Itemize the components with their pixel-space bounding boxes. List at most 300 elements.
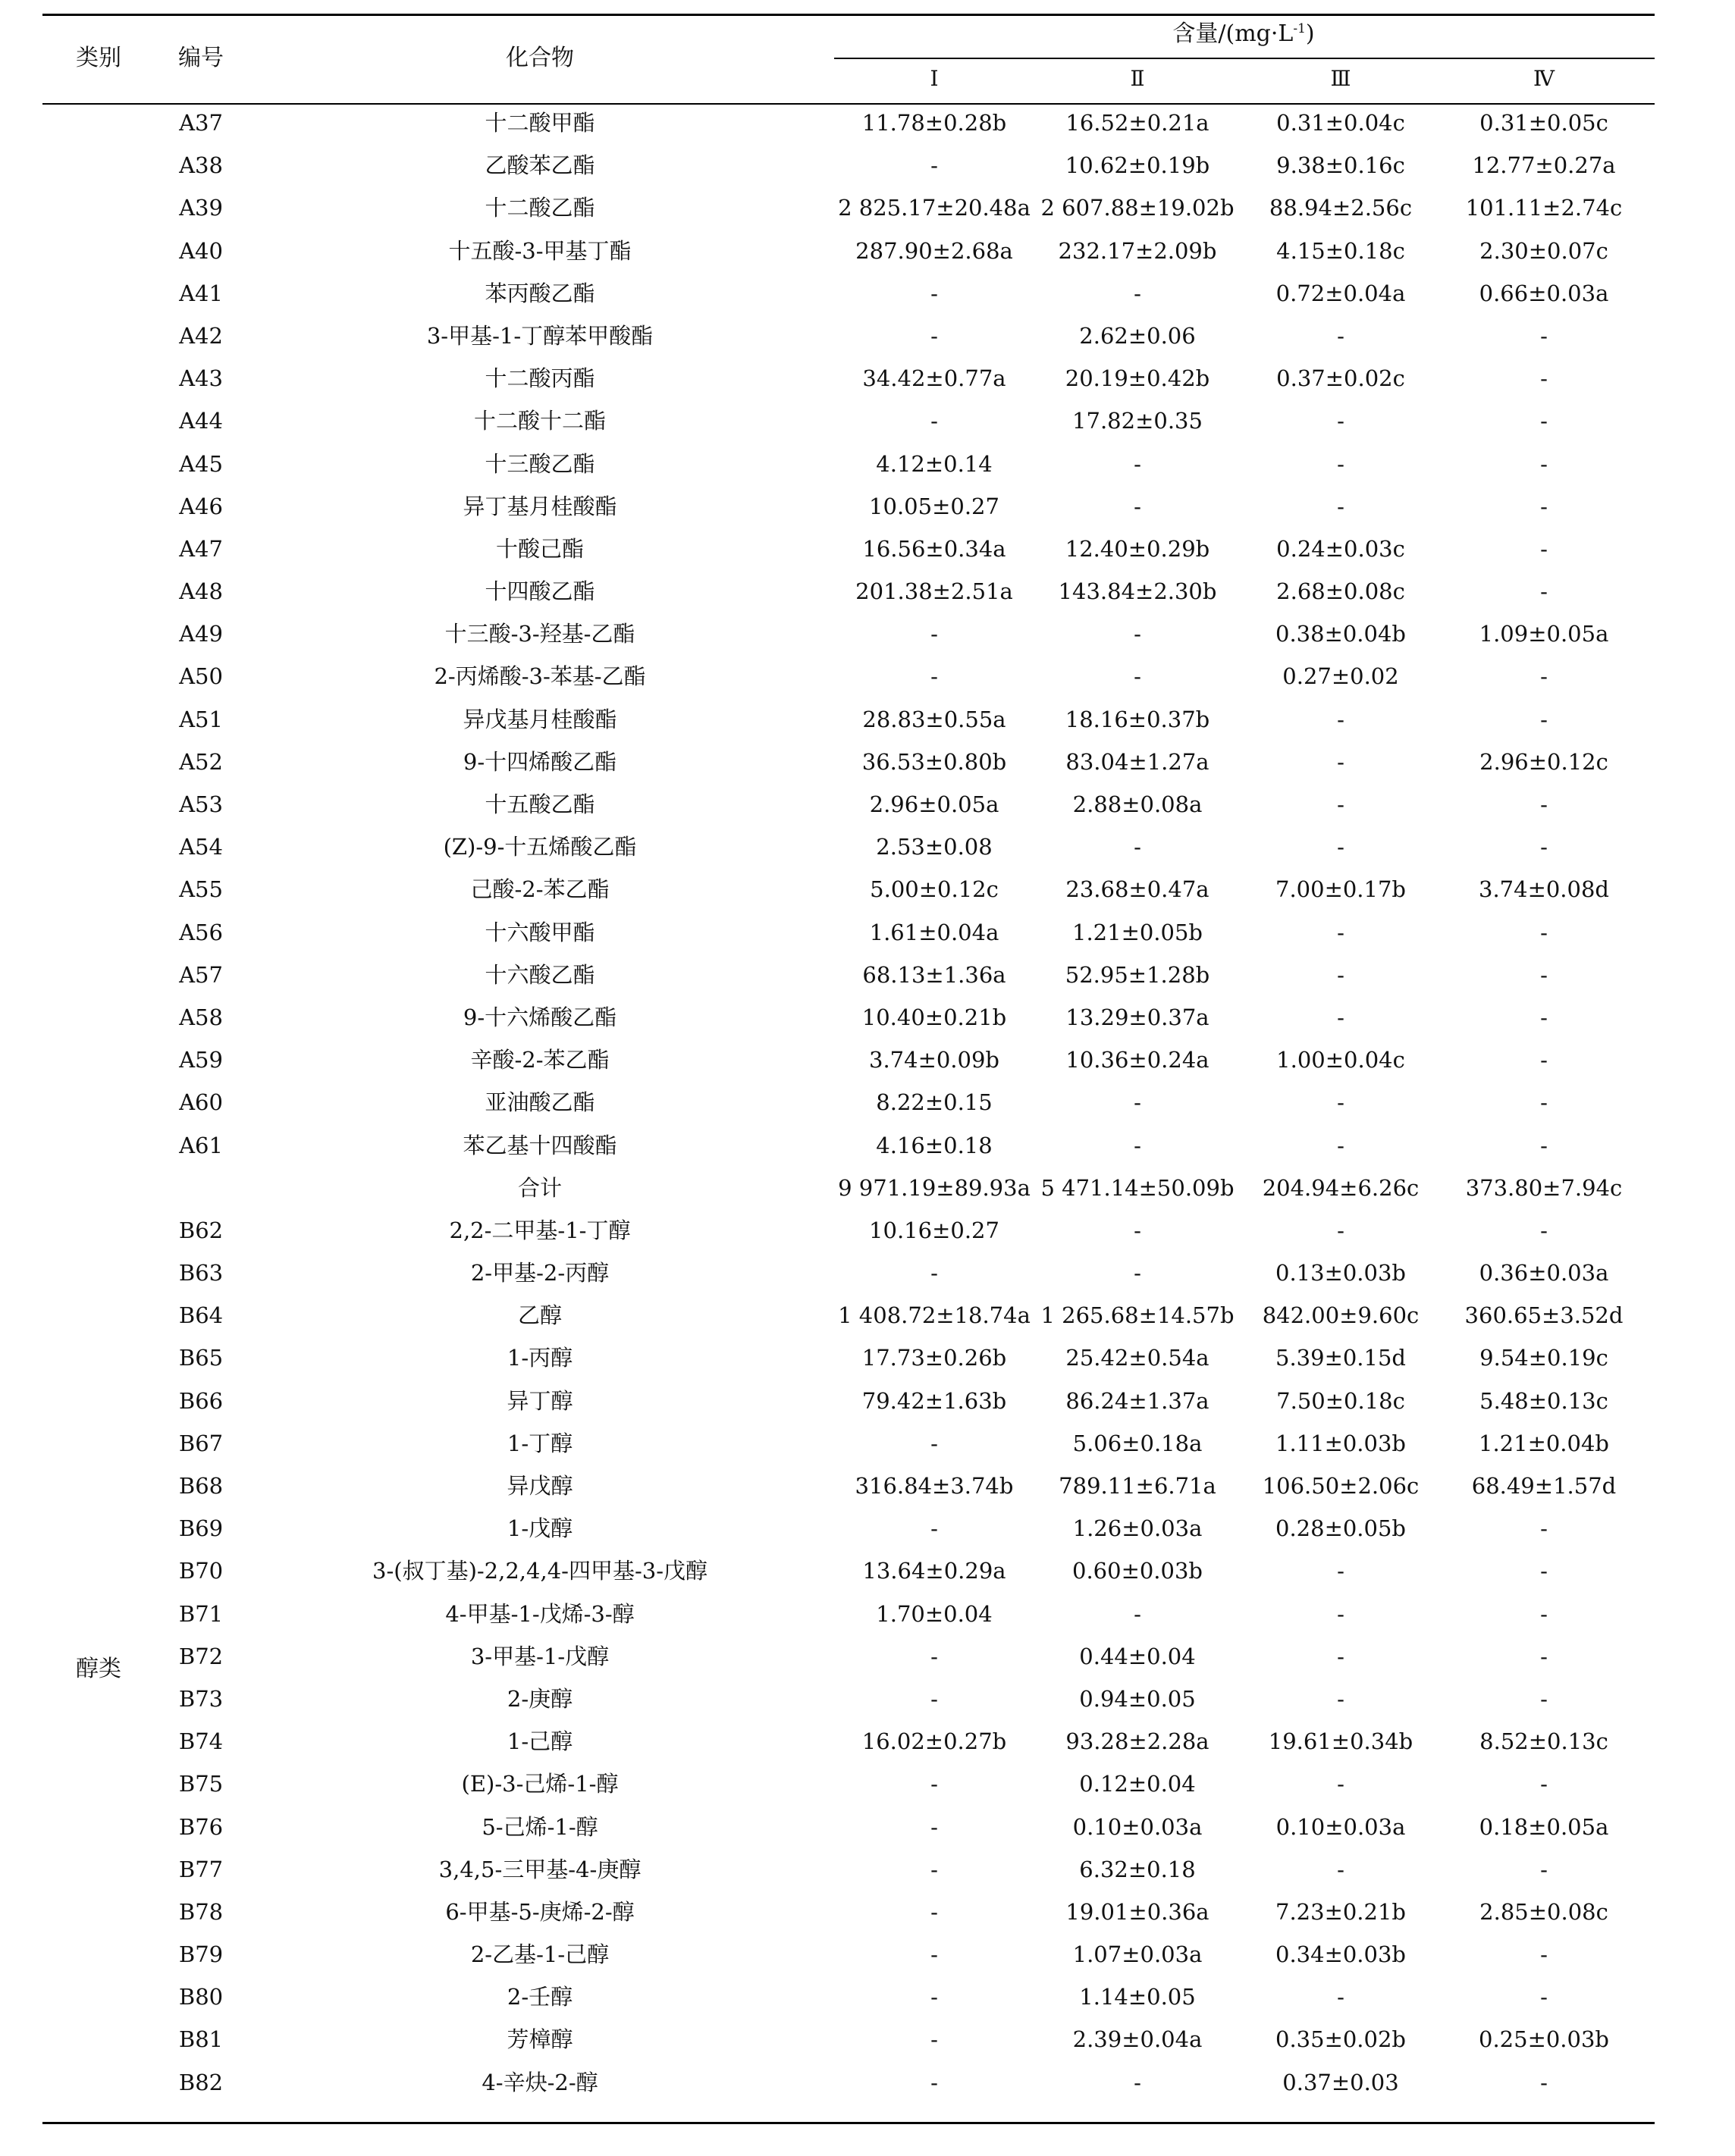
row-compound: 芳樟醇 [507,2026,573,2053]
row-id: A59 [179,1047,223,1073]
row-value-1: - [930,2069,938,2095]
table-row [0,703,1735,745]
row-compound: 乙酸苯乙酯 [485,152,595,179]
row-id: A51 [179,706,223,732]
table-header-rule [42,103,1655,105]
row-compound: 己酸-2-苯乙酯 [470,876,610,903]
row-id: B77 [178,1856,224,1882]
row-id: A53 [179,791,223,817]
row-value-4: 2.96±0.12c [1479,748,1608,775]
row-value-4: 5.48±0.13c [1479,1387,1608,1414]
row-compound: 异丁醇 [507,1387,573,1414]
row-compound: 3-(叔丁基)-2,2,4,4-四甲基-3-戊醇 [372,1558,707,1584]
row-value-2: 143.84±2.30b [1058,578,1217,605]
row-value-4: 101.11±2.74c [1465,195,1623,221]
row-value-4: 0.18±0.05a [1479,1813,1609,1840]
row-value-1: - [930,1643,938,1669]
row-value-4: - [1540,834,1548,860]
table-row [0,1895,1735,1938]
row-value-1: - [930,663,938,690]
row-value-3: - [1337,961,1344,988]
table-row [0,277,1735,319]
table-row [0,106,1735,149]
row-compound: 十二酸甲酯 [485,110,595,136]
table-row [0,234,1735,277]
row-id: A45 [179,450,223,477]
row-value-3: 106.50±2.06c [1262,1473,1420,1499]
row-value-4: 0.31±0.05c [1479,110,1608,136]
row-value-4: - [1540,1089,1548,1116]
row-value-1: 2 825.17±20.48a [838,195,1031,221]
table-row [0,788,1735,830]
row-value-3: - [1337,408,1344,434]
row-compound: 十二酸十二酯 [473,408,607,434]
row-compound: 1-丁醇 [507,1430,573,1456]
row-value-3: - [1337,1771,1344,1797]
header-id: 编号 [178,45,224,71]
row-value-3: 5.39±0.15d [1275,1345,1407,1371]
row-value-3: - [1337,1600,1344,1627]
row-compound: 十五酸乙酯 [485,791,595,817]
row-value-3: - [1337,1685,1344,1712]
header-group-1: Ⅰ [930,66,939,91]
row-id: B78 [178,1898,224,1925]
row-compound: 3,4,5-三甲基-4-庚醇 [438,1856,642,1882]
row-compound: 2-甲基-2-丙醇 [470,1260,610,1286]
row-value-1: 28.83±0.55a [862,706,1006,732]
row-value-3: 204.94±6.26c [1262,1174,1420,1201]
row-value-2: 5 471.14±50.09b [1040,1174,1235,1201]
row-value-2: 20.19±0.42b [1065,365,1210,392]
row-value-4: - [1540,408,1548,434]
row-value-4: 12.77±0.27a [1472,152,1616,179]
row-value-2: 1.26±0.03a [1072,1515,1203,1542]
row-compound: 苯乙基十四酸酯 [463,1132,617,1158]
header-category: 类别 [76,45,121,71]
row-id: A58 [179,1004,223,1030]
row-compound: 2-丙烯酸-3-苯基-乙酯 [434,663,646,690]
row-value-2: 18.16±0.37b [1065,706,1210,732]
row-value-4: 9.54±0.19c [1479,1345,1608,1371]
row-value-1: 287.90±2.68a [855,237,1013,264]
row-value-1: - [930,1260,938,1286]
table-bottom-rule [42,2122,1655,2124]
table-row [0,532,1735,575]
row-value-2: 1.07±0.03a [1072,1941,1203,1968]
row-value-1: - [930,1813,938,1840]
row-value-2: 52.95±1.28b [1065,961,1210,988]
row-value-3: 0.37±0.03 [1282,2069,1399,2095]
row-value-4: - [1540,1771,1548,1797]
row-value-2: - [1134,663,1141,690]
row-id: A47 [179,535,223,562]
row-id: A55 [179,876,223,903]
row-value-2: 0.10±0.03a [1072,1813,1203,1840]
row-value-4: 360.65±3.52d [1464,1302,1624,1329]
row-compound: 亚油酸乙酯 [485,1089,595,1116]
table-row [0,575,1735,617]
row-value-2: 6.32±0.18 [1079,1856,1196,1882]
row-id: A61 [179,1132,223,1158]
table-row [0,1554,1735,1597]
row-value-4: - [1540,1558,1548,1584]
row-value-4: - [1540,1941,1548,1968]
row-value-2: 10.62±0.19b [1065,152,1210,179]
row-value-2: 232.17±2.09b [1058,237,1217,264]
row-value-2: 23.68±0.47a [1065,876,1209,903]
row-value-3: 88.94±2.56c [1269,195,1413,221]
row-value-4: - [1540,1685,1548,1712]
row-value-2: - [1134,1260,1141,1286]
row-value-4: - [1540,1643,1548,1669]
row-compound: 十二酸丙酯 [485,365,595,392]
row-value-2: 12.40±0.29b [1065,535,1210,562]
row-value-1: - [930,1515,938,1542]
row-value-3: - [1337,834,1344,860]
row-value-2: 2.39±0.04a [1072,2026,1203,2053]
row-compound: 9-十六烯酸乙酯 [463,1004,617,1030]
row-value-4: - [1540,1515,1548,1542]
table-row [0,1214,1735,1256]
row-value-1: - [930,322,938,349]
table-row [0,916,1735,958]
row-id: A46 [179,493,223,519]
row-value-4: - [1540,365,1548,392]
row-id: B74 [178,1728,224,1755]
row-value-2: 1 265.68±14.57b [1040,1302,1235,1329]
row-compound: 十四酸乙酯 [485,578,595,605]
row-value-3: - [1337,1089,1344,1116]
row-value-1: 17.73±0.26b [861,1345,1007,1371]
row-id: A57 [179,961,223,988]
row-value-4: - [1540,450,1548,477]
row-id: B71 [178,1600,224,1627]
row-value-3: 0.35±0.02b [1275,2026,1407,2053]
row-id: B65 [178,1345,224,1371]
row-compound: 1-戊醇 [507,1515,573,1542]
row-value-3: 0.10±0.03a [1275,1813,1406,1840]
row-value-1: 3.74±0.09b [868,1047,1000,1073]
row-id: B75 [178,1771,224,1797]
row-value-4: - [1540,2069,1548,2095]
row-value-2: - [1134,493,1141,519]
row-value-4: 0.36±0.03a [1479,1260,1609,1286]
row-value-4: 68.49±1.57d [1471,1473,1617,1499]
row-value-1: - [930,408,938,434]
row-id: A60 [179,1089,223,1116]
row-value-1: - [930,1685,938,1712]
row-value-3: 0.37±0.02c [1276,365,1405,392]
row-id: A52 [179,748,223,775]
row-value-2: 19.01±0.36a [1065,1898,1209,1925]
row-value-2: 25.42±0.54a [1065,1345,1209,1371]
row-id: B73 [178,1685,224,1712]
table-row [0,1469,1735,1512]
row-id: B63 [178,1260,224,1286]
row-value-4: - [1540,961,1548,988]
row-value-4: - [1540,1004,1548,1030]
row-value-2: 5.06±0.18a [1072,1430,1203,1456]
row-value-1: - [930,621,938,647]
row-value-1: - [930,1856,938,1882]
row-id: A48 [179,578,223,605]
row-value-2: 0.12±0.04 [1079,1771,1196,1797]
table-row [0,1129,1735,1171]
row-id: A41 [179,280,223,306]
row-value-1: 68.13±1.36a [862,961,1006,988]
row-value-4: - [1540,663,1548,690]
row-value-4: 2.85±0.08c [1479,1898,1608,1925]
row-compound: 乙醇 [517,1302,563,1329]
row-value-3: - [1337,493,1344,519]
row-value-1: 8.22±0.15 [876,1089,993,1116]
table-row [0,1640,1735,1682]
row-value-1: 34.42±0.77a [862,365,1006,392]
row-value-1: - [930,1898,938,1925]
row-id: A38 [179,152,223,179]
row-value-2: - [1134,1217,1141,1243]
table-row [0,660,1735,702]
row-value-3: - [1337,1643,1344,1669]
row-id: B70 [178,1558,224,1584]
row-value-3: 19.61±0.34b [1268,1728,1413,1755]
row-value-1: 2.96±0.05a [869,791,999,817]
row-value-3: - [1337,706,1344,732]
row-value-2: 10.36±0.24a [1065,1047,1209,1073]
row-value-1: 9 971.19±89.93a [838,1174,1031,1201]
row-value-2: - [1134,2069,1141,2095]
row-value-2: 93.28±2.28a [1065,1728,1209,1755]
row-id: A50 [179,663,223,690]
row-compound: 十六酸甲酯 [485,919,595,945]
row-value-1: 1 408.72±18.74a [838,1302,1031,1329]
row-value-4: - [1540,1600,1548,1627]
row-compound: 十六酸乙酯 [485,961,595,988]
row-value-4: - [1540,493,1548,519]
row-value-1: 1.61±0.04a [869,919,999,945]
table-row [0,617,1735,660]
row-value-1: 36.53±0.80b [861,748,1007,775]
table-row [0,1256,1735,1299]
header-group-2: Ⅱ [1130,66,1145,91]
row-value-1: 4.16±0.18 [876,1132,993,1158]
row-value-1: 79.42±1.63b [861,1387,1007,1414]
table-row [0,1171,1735,1214]
table-row [0,830,1735,873]
table-row [0,1427,1735,1469]
row-value-1: - [930,1430,938,1456]
row-value-4: - [1540,1132,1548,1158]
table-row [0,1001,1735,1043]
row-value-4: - [1540,1856,1548,1882]
row-value-3: - [1337,748,1344,775]
header-group-3: Ⅲ [1330,66,1351,91]
row-compound: (E)-3-己烯-1-醇 [461,1771,619,1797]
row-value-2: - [1134,621,1141,647]
row-compound: 合计 [517,1174,563,1201]
row-value-4: 2.30±0.07c [1479,237,1608,264]
row-value-3: 0.38±0.04b [1275,621,1407,647]
row-value-3: 0.24±0.03c [1276,535,1405,562]
table-row [0,1043,1735,1086]
row-value-1: - [930,1941,938,1968]
row-value-3: 1.00±0.04c [1276,1047,1405,1073]
row-compound: 异戊基月桂酸酯 [463,706,617,732]
table-row [0,1767,1735,1810]
row-value-4: - [1540,322,1548,349]
row-value-1: - [930,152,938,179]
row-value-3: - [1337,1217,1344,1243]
row-value-2: - [1134,1089,1141,1116]
row-value-3: 842.00±9.60c [1262,1302,1420,1329]
row-value-1: 201.38±2.51a [855,578,1013,605]
table-body [0,106,1735,2108]
header-content-label: 含量/(mg·L [1172,20,1294,47]
header-group-4: Ⅳ [1533,66,1555,91]
row-id: A40 [179,237,223,264]
row-value-3: - [1337,322,1344,349]
row-value-3: 7.00±0.17b [1275,876,1407,903]
row-value-4: - [1540,791,1548,817]
row-value-2: 0.60±0.03b [1071,1558,1203,1584]
row-id: B66 [178,1387,224,1414]
row-value-3: 7.50±0.18c [1276,1387,1405,1414]
row-value-4: 0.25±0.03b [1478,2026,1610,2053]
table-row [0,1086,1735,1128]
row-value-2: 1.14±0.05 [1079,1984,1196,2010]
row-value-2: 83.04±1.27a [1065,748,1209,775]
row-value-3: 0.34±0.03b [1275,1941,1407,1968]
row-value-2: 17.82±0.35 [1072,408,1203,434]
table-row [0,1853,1735,1895]
row-value-3: 2.68±0.08c [1276,578,1405,605]
row-value-2: - [1134,1132,1141,1158]
table-row [0,2066,1735,2108]
row-compound: 3-甲基-1-丁醇苯甲酸酯 [426,322,654,349]
row-value-1: 1.70±0.04 [876,1600,993,1627]
row-value-3: 0.27±0.02 [1282,663,1399,690]
table-row [0,745,1735,788]
row-value-1: 16.02±0.27b [861,1728,1007,1755]
row-value-2: 13.29±0.37a [1065,1004,1209,1030]
row-id: B64 [178,1302,224,1329]
row-value-4: - [1540,919,1548,945]
row-value-2: - [1134,280,1141,306]
header-compound: 化合物 [506,45,574,71]
row-value-4: - [1540,1217,1548,1243]
row-compound: 辛酸-2-苯乙酯 [470,1047,610,1073]
table-row [0,1299,1735,1341]
row-value-2: 16.52±0.21a [1065,110,1209,136]
table-row [0,191,1735,233]
row-id: A43 [179,365,223,392]
row-id: B62 [178,1217,224,1243]
row-value-3: - [1337,1132,1344,1158]
row-value-1: 10.16±0.27 [869,1217,999,1243]
row-value-3: - [1337,1984,1344,2010]
row-compound: 2-壬醇 [507,1984,573,2010]
header-content-sup: -1 [1293,21,1306,36]
row-value-1: 5.00±0.12c [870,876,999,903]
row-id: A54 [179,834,223,860]
row-value-2: 789.11±6.71a [1059,1473,1216,1499]
row-compound: 2,2-二甲基-1-丁醇 [449,1217,631,1243]
table-row [0,1980,1735,2023]
row-value-4: - [1540,535,1548,562]
row-value-4: 1.21±0.04b [1478,1430,1610,1456]
content-header-rule [834,58,1655,59]
row-value-1: 10.05±0.27 [869,493,999,519]
table-row [0,447,1735,490]
row-compound: 1-己醇 [507,1728,573,1755]
row-id: A42 [179,322,223,349]
row-value-2: 1.21±0.05b [1071,919,1203,945]
row-value-2: 2.88±0.08a [1072,791,1203,817]
table-row [0,873,1735,915]
row-compound: 2-乙基-1-己醇 [470,1941,610,1968]
row-id: B76 [178,1813,224,1840]
row-value-3: 0.13±0.03b [1275,1260,1407,1286]
row-id: A56 [179,919,223,945]
row-value-2: 2.62±0.06 [1079,322,1196,349]
table-row [0,149,1735,191]
table-row [0,1810,1735,1853]
row-id: A44 [179,408,223,434]
table-row [0,1384,1735,1427]
row-compound: 4-辛炔-2-醇 [482,2069,598,2095]
row-value-3: - [1337,919,1344,945]
row-value-2: 0.44±0.04 [1079,1643,1196,1669]
row-compound: 苯丙酸乙酯 [485,280,595,306]
row-id: A39 [179,195,223,221]
row-id: B79 [178,1941,224,1968]
row-value-1: - [930,1984,938,2010]
row-compound: (Z)-9-十五烯酸乙酯 [443,834,637,860]
row-value-1: 316.84±3.74b [855,1473,1014,1499]
row-value-3: - [1337,1004,1344,1030]
row-value-3: - [1337,1856,1344,1882]
row-value-1: 10.40±0.21b [861,1004,1007,1030]
table-row [0,319,1735,362]
table-row [0,1938,1735,1980]
row-value-4: 0.66±0.03a [1479,280,1609,306]
row-compound: 十二酸乙酯 [485,195,595,221]
row-id: A49 [179,621,223,647]
row-id: B67 [178,1430,224,1456]
row-compound: 1-丙醇 [507,1345,573,1371]
row-value-2: 0.94±0.05 [1079,1685,1196,1712]
row-value-3: 0.28±0.05b [1275,1515,1407,1542]
row-value-1: 4.12±0.14 [876,450,993,477]
row-value-1: 11.78±0.28b [861,110,1007,136]
row-compound: 十五酸-3-甲基丁酯 [448,237,632,264]
row-id: B80 [178,1984,224,2010]
table-row [0,490,1735,532]
row-id: B72 [178,1643,224,1669]
row-value-1: - [930,280,938,306]
row-value-2: - [1134,834,1141,860]
row-value-4: 1.09±0.05a [1479,621,1609,647]
table-row [0,2023,1735,2065]
row-compound: 十酸己酯 [495,535,585,562]
row-compound: 异丁基月桂酸酯 [463,493,617,519]
row-value-3: 9.38±0.16c [1276,152,1405,179]
row-value-4: 8.52±0.13c [1479,1728,1608,1755]
table-row [0,362,1735,404]
row-value-1: - [930,1771,938,1797]
row-value-3: 0.31±0.04c [1276,110,1405,136]
table-row [0,1597,1735,1640]
